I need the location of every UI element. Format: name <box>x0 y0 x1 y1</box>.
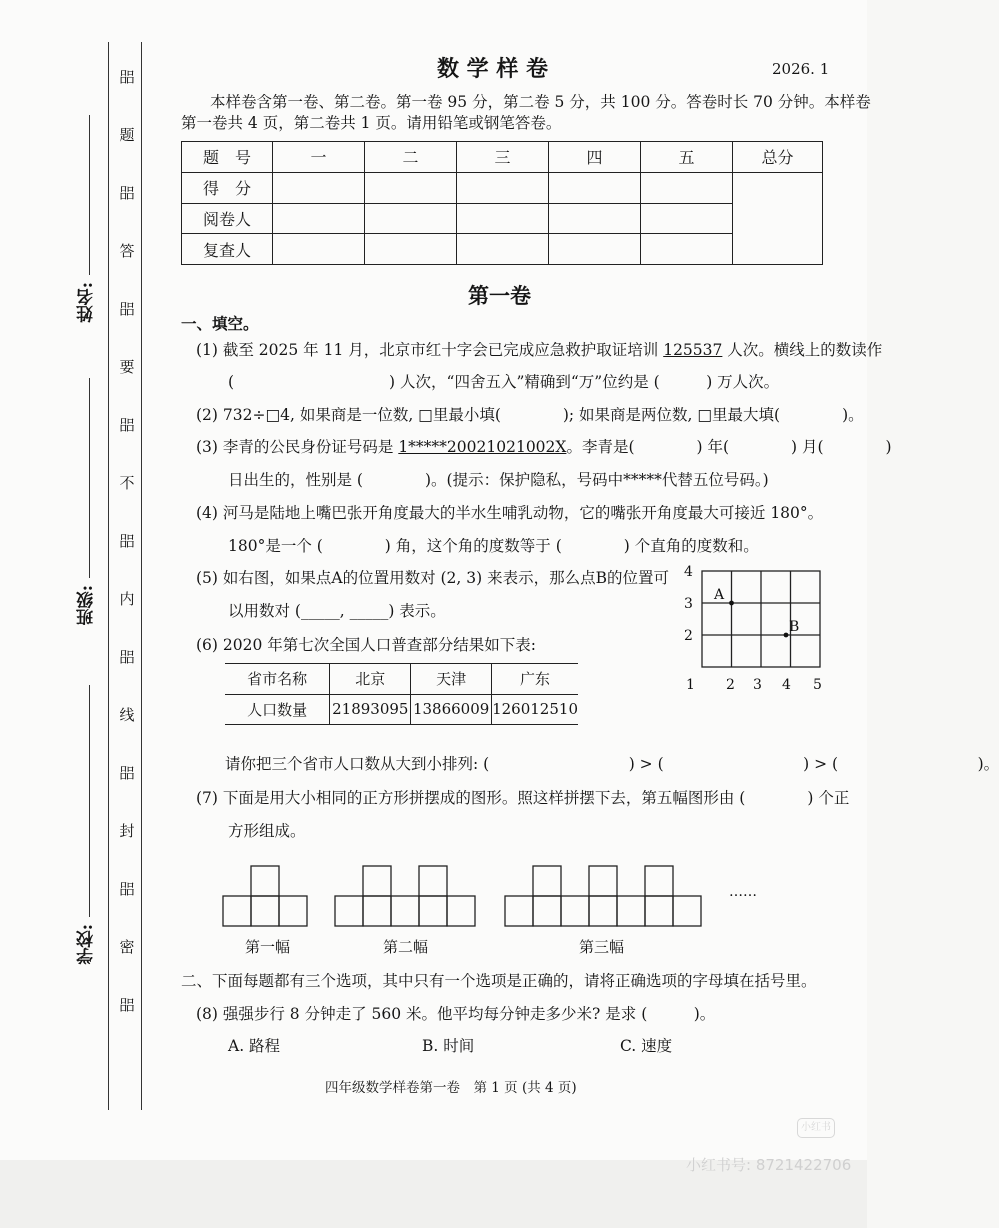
continuation-ellipsis: …… <box>729 884 757 900</box>
q4-line-2: 180°是一个 ( ) 角，这个角的度数等于 ( ) 个直角的度数和。 <box>228 537 759 555</box>
population-header: 天津 <box>411 664 492 695</box>
q7-line-1: (7) 下面是用大小相同的正方形拼摆成的图形。照这样拼摆下去，第五幅图形由 ( ) 个正 <box>196 789 850 807</box>
figure-label: 第三幅 <box>579 938 625 956</box>
y-tick-label: 2 <box>684 628 693 644</box>
name-label: 姓名: <box>77 282 97 323</box>
q1-number: 125537 <box>663 341 723 359</box>
point-a-label: A <box>714 587 725 603</box>
score-cell[interactable] <box>365 234 457 265</box>
score-row-label: 得 分 <box>182 172 273 203</box>
score-cell[interactable] <box>641 203 733 234</box>
q5-line-1: (5) 如右图，如果点A的位置用数对 (2, 3) 来表示，那么点B的位置可 <box>196 569 669 587</box>
class-line[interactable] <box>89 378 90 578</box>
population-cell: 13866009 <box>411 694 492 725</box>
q3-line-1 <box>196 435 892 457</box>
side-char: 㗊 <box>119 764 135 782</box>
score-header: 五 <box>641 142 733 173</box>
score-cell[interactable] <box>549 203 641 234</box>
score-cell[interactable] <box>549 172 641 203</box>
q3-text: (3) 李青的公民身份证号码是 <box>196 438 399 456</box>
point-a <box>729 601 734 606</box>
side-char: 内 <box>119 590 135 608</box>
coordinate-grid <box>676 558 828 694</box>
q6-line-2: 请你把三个省市人口数从大到小排列: ( ) > ( ) > ( )。 <box>225 755 999 773</box>
page-footer: 四年级数学样卷第一卷 第 1 页 (共 4 页) <box>325 1080 577 1096</box>
score-cell[interactable] <box>365 172 457 203</box>
side-char: 㗊 <box>119 996 135 1014</box>
score-table <box>181 141 823 265</box>
q1-text: (1) 截至 2025 年 11 月，北京市红十字会已完成应急救护取证培训 <box>196 341 664 359</box>
figure-1 <box>223 866 307 926</box>
total-score-cell[interactable] <box>733 172 823 264</box>
section1-heading: 一、填空。 <box>181 314 259 333</box>
side-char: 题 <box>119 126 135 144</box>
population-cell: 126012510 <box>492 694 578 725</box>
side-char: 㗊 <box>119 648 135 666</box>
point-b-label: B <box>789 619 800 635</box>
x-tick-label: 3 <box>753 677 762 693</box>
q1-line-1 <box>196 338 882 360</box>
x-tick-label: 5 <box>813 677 822 693</box>
x-tick-label: 1 <box>686 677 695 693</box>
score-cell[interactable] <box>273 234 365 265</box>
score-cell[interactable] <box>641 172 733 203</box>
score-header: 二 <box>365 142 457 173</box>
population-header: 北京 <box>330 664 411 695</box>
q5-line-2: 以用数对 (_____, _____) 表示。 <box>228 602 446 620</box>
figure-2 <box>335 866 475 926</box>
name-line[interactable] <box>89 115 90 275</box>
side-char: 线 <box>119 706 135 724</box>
score-cell[interactable] <box>273 172 365 203</box>
figure-label: 第一幅 <box>245 938 291 956</box>
score-cell[interactable] <box>457 172 549 203</box>
school-label: 学校: <box>77 924 97 965</box>
watermark-logo: 小红书 <box>797 1118 835 1138</box>
watermark-text: 小红书号: 8721422706 <box>686 1156 852 1174</box>
side-char: 㗊 <box>119 68 135 86</box>
q8-option-a: A. 路程 <box>228 1037 281 1055</box>
score-header: 题 号 <box>182 142 273 173</box>
population-cell: 21893095 <box>330 694 411 725</box>
score-cell[interactable] <box>457 203 549 234</box>
side-char: 密 <box>119 938 135 956</box>
q6-line-1: (6) 2020 年第七次全国人口普查部分结果如下表: <box>196 636 536 654</box>
volume-title: 第一卷 <box>468 283 531 308</box>
point-b <box>784 633 789 638</box>
population-header: 省市名称 <box>225 664 330 695</box>
side-char: 㗊 <box>119 880 135 898</box>
population-header: 广东 <box>492 664 578 695</box>
score-row-label: 阅卷人 <box>182 203 273 234</box>
side-char: 㗊 <box>119 184 135 202</box>
x-tick-label: 4 <box>782 677 791 693</box>
q1-text: 人次。横线上的数读作 <box>722 341 883 359</box>
section2-heading: 二、下面每题都有三个选项，其中只有一个选项是正确的，请将正确选项的字母填在括号里。 <box>181 972 817 990</box>
q8-option-b: B. 时间 <box>422 1037 475 1055</box>
q1-line-2: ( ) 人次，“四舍五入”精确到“万”位约是 ( ) 万人次。 <box>228 373 780 391</box>
margin-line-left <box>108 42 109 1110</box>
y-tick-label: 3 <box>684 596 693 612</box>
q7-line-2: 方形组成。 <box>228 822 306 840</box>
score-header: 三 <box>457 142 549 173</box>
score-cell[interactable] <box>273 203 365 234</box>
side-char: 㗊 <box>119 532 135 550</box>
school-line[interactable] <box>89 685 90 917</box>
q8-option-c: C. 速度 <box>620 1037 673 1055</box>
score-cell[interactable] <box>641 234 733 265</box>
side-char: 封 <box>119 822 135 840</box>
q2-line: (2) 732÷□4, 如果商是一位数, □里最小填( ); 如果商是两位数, □里最大填( )。 <box>196 406 864 424</box>
y-tick-label: 4 <box>684 564 693 580</box>
population-cell: 人口数量 <box>225 694 330 725</box>
figure-3 <box>505 866 701 926</box>
side-char: 㗊 <box>119 300 135 318</box>
figure-label: 第二幅 <box>383 938 429 956</box>
square-pattern-figures <box>215 858 785 968</box>
page-title: 数 学 样 卷 <box>437 56 548 82</box>
q3-text: 。李青是( ) 年( ) 月( ) <box>566 438 892 456</box>
x-tick-label: 2 <box>726 677 735 693</box>
class-label: 班级: <box>77 585 97 626</box>
side-char: 要 <box>119 358 135 376</box>
population-table <box>225 663 578 725</box>
side-char: 答 <box>119 242 135 260</box>
score-cell[interactable] <box>457 234 549 265</box>
score-cell[interactable] <box>549 234 641 265</box>
q4-line-1: (4) 河马是陆地上嘴巴张开角度最大的半水生哺乳动物，它的嘴张开角度最大可接近 180°。 <box>196 504 824 522</box>
score-header: 一 <box>273 142 365 173</box>
margin-line-right <box>141 42 142 1110</box>
q8-line: (8) 强强步行 8 分钟走了 560 米。他平均每分钟走多少米? 是求 ( )。 <box>196 1005 716 1023</box>
score-header: 总分 <box>733 142 823 173</box>
side-char: 不 <box>119 474 135 492</box>
q3-line-2: 日出生的，性别是 ( )。(提示：保护隐私，号码中*****代替五位号码。) <box>228 471 769 489</box>
score-header: 四 <box>549 142 641 173</box>
side-char: 㗊 <box>119 416 135 434</box>
intro-line-1: 本样卷含第一卷、第二卷。第一卷 95 分，第二卷 5 分，共 100 分。答卷时长 70 分钟。本样卷 <box>210 93 871 111</box>
score-cell[interactable] <box>365 203 457 234</box>
intro-line-2: 第一卷共 4 页，第二卷共 1 页。请用铅笔或钢笔答卷。 <box>181 114 562 132</box>
q3-id-number: 1*****20021021002X <box>398 438 567 456</box>
score-row-label: 复查人 <box>182 234 273 265</box>
exam-date: 2026. 1 <box>772 60 830 78</box>
